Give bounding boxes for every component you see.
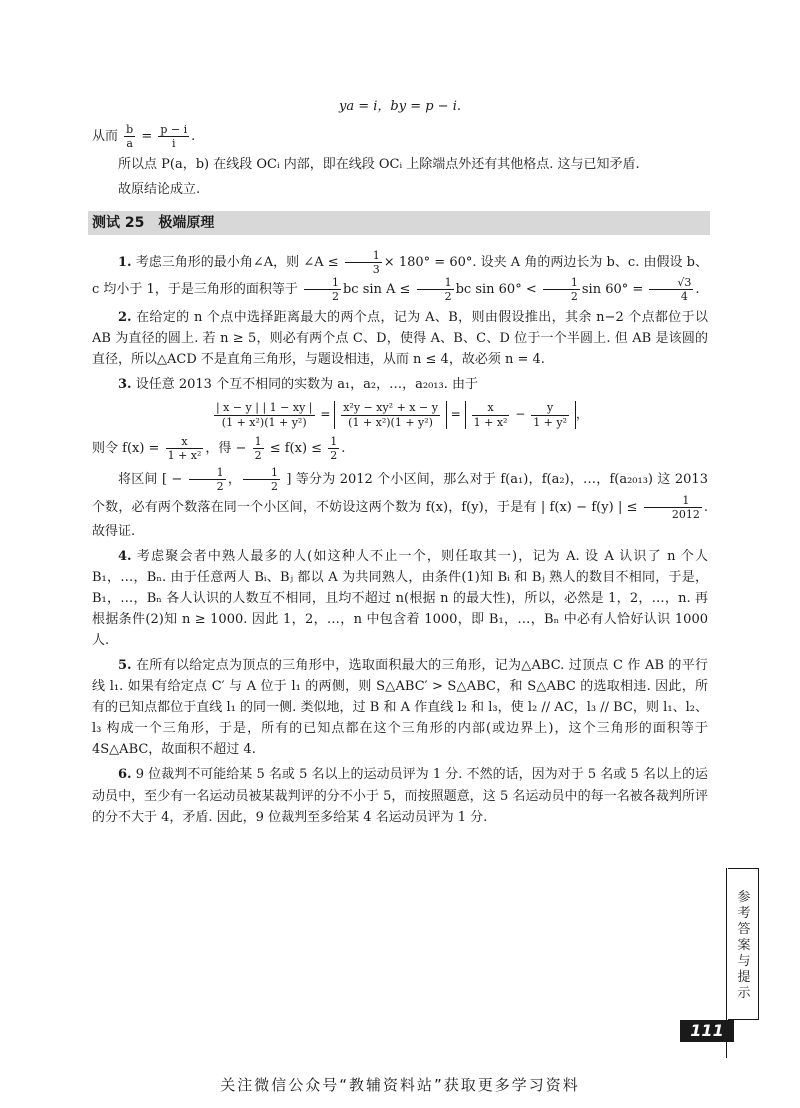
item-text: 在给定的 n 个点中选择距离最大的两个点，记为 A、B，则由假设推出，其余 n−2 个点都位于以 AB 为直径的圆上. 若 n ≥ 5，则必有两个点 C、D，使得 A、B、C、D 位于一个半圆上. 但 AB 是该圆的直径，所以△ACD 不是直角三角形，与题设相违，从而 n ≤ 4，故必须 n = 4.	[92, 310, 708, 368]
frac-num: 1	[644, 494, 702, 508]
item-2	[92, 307, 708, 370]
fraction	[531, 401, 569, 428]
frac-den: 2	[444, 290, 452, 304]
absolute-value	[334, 401, 447, 428]
from-line	[92, 123, 708, 150]
item-3-equation	[92, 401, 708, 428]
fraction	[304, 276, 341, 303]
frac-num: 1	[304, 276, 341, 290]
equals-sign: =	[450, 407, 461, 422]
frac-den: 1 + x²	[167, 449, 202, 463]
frac-num: x	[166, 435, 204, 449]
minus-sign: −	[515, 407, 526, 422]
item-text: 设任意 2013 个互不相同的实数为 a₁，a₂，…，a₂₀₁₃. 由于	[135, 377, 478, 393]
item-number: 5.	[118, 658, 132, 674]
proof-paragraph-1: 所以点 P(a，b) 在线段 OCᵢ 内部，即在线段 OCᵢ 上除端点外还有其他格点. 这与已知矛盾.	[118, 157, 640, 173]
item-number: 6.	[118, 767, 132, 783]
fraction	[243, 466, 280, 493]
frac-den: (1 + x²)(1 + y²)	[348, 415, 433, 429]
frac-den: 1 + y²	[533, 415, 568, 429]
item-3-let-line	[92, 435, 708, 462]
footer-note: 关注微信公众号“教辅资料站”获取更多学习资料	[220, 1076, 580, 1094]
frac-num: 1	[417, 276, 454, 290]
fraction	[345, 249, 382, 276]
frac-num: y	[531, 401, 569, 415]
item-text: × 180° = 60°. 设夹 A 角的两边长为 b、c. 由假设 b、c 均小于 1，于是三角形的面积等于	[92, 254, 708, 298]
frac-num: p − i	[160, 123, 188, 137]
item-text: ≤ f(x) ≤	[265, 441, 327, 457]
item-text: 9 位裁判不可能给某 5 名或 5 名以上的运动员评为 1 分. 不然的话，因为对于 5 名或 5 名以上的运动员中，至少有一名运动员被某裁判评的分不小于 5，而按照题意，这 5 名运动员中的每一名被各裁判所评的分不大于 4，矛盾. 因此，9 位裁判至多给某 4 名运动员评为 1 分.	[92, 767, 708, 825]
frac-den: 3	[372, 262, 380, 276]
frac-den: 1 + x²	[473, 415, 508, 429]
frac-num: x	[472, 401, 510, 415]
item-text: bc sin A ≤	[342, 282, 415, 298]
item-text: .	[695, 282, 700, 298]
frac-den: (1 + x²)(1 + y²)	[221, 415, 307, 429]
item-text: 在所有以给定点为顶点的三角形中，选取面积最大的三角形，记为△ABC. 过顶点 C 作 AB 的平行线 l₁. 如果有给定点 C′ 与 A 位于 l₁ 的两侧，则 S△ABC′ > S△ABC，和 S△ABC 的选取相违. 因此，所有的已知点都位于直线 l₁ 的同一侧. 类似地，过 B 和 A 作直线 l₂ 和 l₃，使 l₂ // AC，l₃ // BC，则 l₁、l₂、l₃ 构成一个三角形，于是，所有的已知点都在这个三角形的内部(或边界上)，这个三角形的面积等于 4S△ABC，故面积不超过 4.	[92, 658, 708, 758]
item-text: ，	[227, 472, 242, 488]
item-text: . 故得证.	[92, 499, 708, 539]
frac-den: i	[172, 137, 176, 151]
item-text: bc sin 60° <	[455, 282, 541, 298]
frac-num: 1	[189, 466, 226, 480]
section-title: 测试 25 极端原理	[88, 211, 710, 235]
frac-num: 1	[330, 434, 338, 448]
fraction	[417, 276, 454, 303]
frac-num: 1	[254, 434, 262, 448]
item-number: 2.	[118, 310, 132, 326]
frac-num: | x − y | | 1 − xy |	[215, 401, 313, 415]
frac-num: x²y − xy² + x − y	[343, 401, 438, 415]
top-equation: ya = i，by = p − i.	[338, 99, 461, 114]
fraction	[341, 401, 440, 428]
item-number: 4.	[118, 549, 132, 564]
item-3-interval	[92, 466, 708, 542]
frac-den: 2	[570, 290, 578, 304]
item-text: 将区间 [ −	[118, 472, 187, 488]
item-text: .	[341, 441, 346, 457]
fraction	[166, 435, 204, 462]
item-text: ] 等分为 2012 个小区间，那么对于 f(a₁)，f(a₂)，…，f(a₂₀₁₃) 这 2013 个数，必有两个数落在同一个小区间，不妨设这两个数为 f(x)，f(y)，于是有 | f(x) − f(y) | ≤	[92, 472, 708, 515]
comma: ，	[576, 407, 589, 422]
content-area	[92, 96, 708, 828]
item-text: ，得 −	[205, 441, 251, 457]
item-5	[92, 655, 708, 760]
item-text: sin 60° =	[581, 282, 648, 298]
frac-num: b	[126, 123, 134, 137]
equals-sign: =	[141, 129, 153, 145]
from-prefix: 从而	[92, 129, 119, 145]
fraction	[649, 276, 693, 303]
frac-num: 1	[243, 466, 280, 480]
frac-num: 1	[543, 276, 580, 290]
item-1	[92, 249, 708, 304]
item-6	[92, 764, 708, 827]
frac-den: 2	[331, 290, 339, 304]
item-text: 考虑聚会者中熟人最多的人(如这种人不止一个，则任取其一)，记为 A. 设 A 认识了 n 个人 B₁，…，Bₙ. 由于任意两人 Bᵢ、Bⱼ 都以 A 为共同熟人，由条件(1)知 Bᵢ 和 Bⱼ 熟人的数目不相同，于是，B₁，…，Bₙ 各人认识的人数互不相同，且均不超过 n(根据 n 的最大性)，所以，必然是 1，2，…，n. 再根据条件(2)知 n ≥ 1000. 因此 1，2，…，n 中包含着 1000，即 B₁，…，Bₙ 中必有人恰好认识 1000 人.	[92, 549, 708, 649]
frac-p-minus-i	[158, 123, 189, 150]
fraction	[328, 435, 339, 462]
frac-num: 1	[345, 249, 382, 263]
item-number: 3.	[118, 377, 132, 393]
side-section-label: 参考答案与提示	[737, 890, 751, 1001]
frac-den: 2	[216, 480, 224, 494]
frac-b-over-a	[124, 123, 135, 150]
page-number: 111	[680, 1020, 734, 1042]
frac-den: 2	[330, 449, 338, 463]
item-3	[92, 374, 708, 395]
item-number: 1.	[118, 254, 132, 270]
equals-sign: =	[320, 407, 331, 422]
frac-den: 2	[271, 480, 279, 494]
frac-num: √3	[649, 276, 693, 290]
frac-den: a	[126, 137, 133, 151]
frac-den: 4	[680, 290, 688, 304]
item-text: 考虑三角形的最小角∠A，则 ∠A ≤	[135, 254, 343, 270]
fraction	[644, 494, 702, 521]
proof-paragraph-2: 故原结论成立.	[118, 182, 201, 198]
frac-den: 2	[254, 449, 262, 463]
fraction	[472, 401, 510, 428]
fraction	[214, 401, 315, 428]
item-text: 则令 f(x) =	[92, 441, 164, 457]
fraction	[253, 435, 264, 462]
from-suffix: .	[191, 129, 196, 145]
fraction	[189, 466, 226, 493]
fraction	[543, 276, 580, 303]
item-4	[92, 546, 708, 651]
frac-den: 2012	[671, 507, 700, 521]
absolute-value	[465, 401, 576, 428]
